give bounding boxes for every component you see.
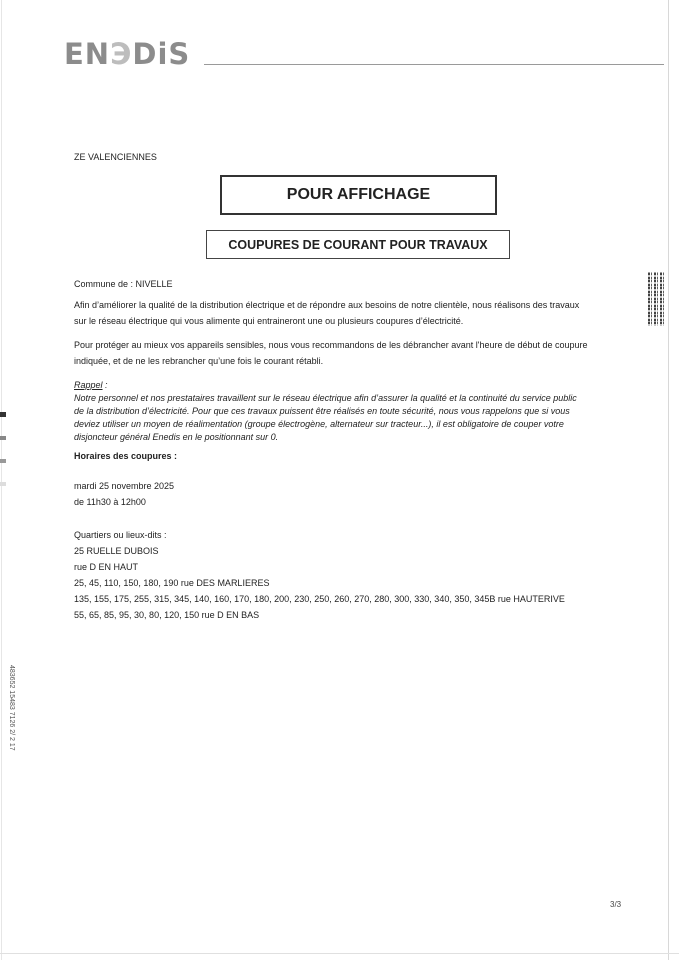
protection-paragraph — [74, 337, 634, 369]
quartiers-block — [74, 527, 634, 623]
horaires-heading: Horaires des coupures : — [74, 451, 178, 461]
subtitle-text: COUPURES DE COURANT POUR TRAVAUX — [228, 237, 488, 252]
rappel-line-2: de la distribution d’électricité. Pour que ces travaux puissent être réalisés en toute sécurité, nous vous rappelons que si vous — [74, 406, 570, 416]
side-tracking-code: 483652 15483 7126 2/ 2 17 — [8, 665, 15, 751]
page-bottom-edge — [0, 953, 679, 954]
protection-line-1: Pour protéger au mieux vos appareils sensibles, nous vous recommandons de les débrancher avant l'heure de début de coupure — [74, 340, 588, 350]
print-mark — [0, 436, 6, 440]
enedis-logo — [64, 37, 191, 71]
quartier-item: 25 RUELLE DUBOIS — [74, 546, 159, 556]
intro-line-1: Afin d’améliorer la qualité de la distribution électrique et de répondre aux besoins de notre clientèle, nous réalisons des travaux — [74, 300, 580, 310]
intro-line-2: sur le réseau électrique qui vous alimente qui entraineront une ou plusieurs coupures d’électricité. — [74, 316, 464, 326]
rappel-line-3: deviez utiliser un moyen de réalimentation (groupe électrogène, alternateur sur tracteur...), il est obligatoire de couper votre — [74, 419, 564, 429]
quartier-item: 55, 65, 85, 95, 30, 80, 120, 150 rue D EN BAS — [74, 610, 260, 620]
subtitle-box — [206, 230, 510, 259]
print-mark — [0, 412, 6, 417]
rappel-line-1: Notre personnel et nos prestataires travaillent sur le réseau électrique afin d’assurer la qualité et la continuité du service public — [74, 393, 577, 403]
page-number: 3/3 — [610, 900, 622, 909]
header-rule — [204, 64, 664, 65]
quartier-item: 135, 155, 175, 255, 315, 345, 140, 160, 170, 180, 200, 230, 250, 260, 270, 280, 300, 330, 340, 350, 345B rue HAUTERIVE — [74, 594, 565, 604]
protection-line-2: indiquée, et de ne les rebrancher qu’une fois le courant rétabli. — [74, 356, 324, 366]
title-text: POUR AFFICHAGE — [286, 186, 431, 203]
page-right-edge — [668, 0, 669, 960]
page-left-edge — [1, 0, 2, 960]
quartier-item: rue D EN HAUT — [74, 562, 139, 572]
commune-line: Commune de : NIVELLE — [74, 279, 173, 289]
intro-paragraph — [74, 297, 634, 329]
logo-text: ΕΝЭDiS — [64, 37, 191, 71]
print-mark — [0, 459, 6, 463]
horaires-block — [74, 478, 634, 510]
outage-time: de 11h30 à 12h00 — [74, 497, 146, 507]
rappel-line-4: disjoncteur général Enedis en le positionnant sur 0. — [74, 432, 279, 442]
outage-date: mardi 25 novembre 2025 — [74, 481, 175, 491]
quartiers-heading: Quartiers ou lieux-dits : — [74, 530, 167, 540]
print-mark — [0, 482, 6, 486]
rappel-paragraph — [74, 379, 634, 444]
quartier-item: 25, 45, 110, 150, 180, 190 rue DES MARLIERES — [74, 578, 270, 588]
rappel-heading: Rappel : — [74, 380, 108, 390]
title-box — [220, 175, 497, 215]
datamatrix-barcode — [648, 272, 665, 326]
zone-label: ZE VALENCIENNES — [74, 152, 157, 162]
